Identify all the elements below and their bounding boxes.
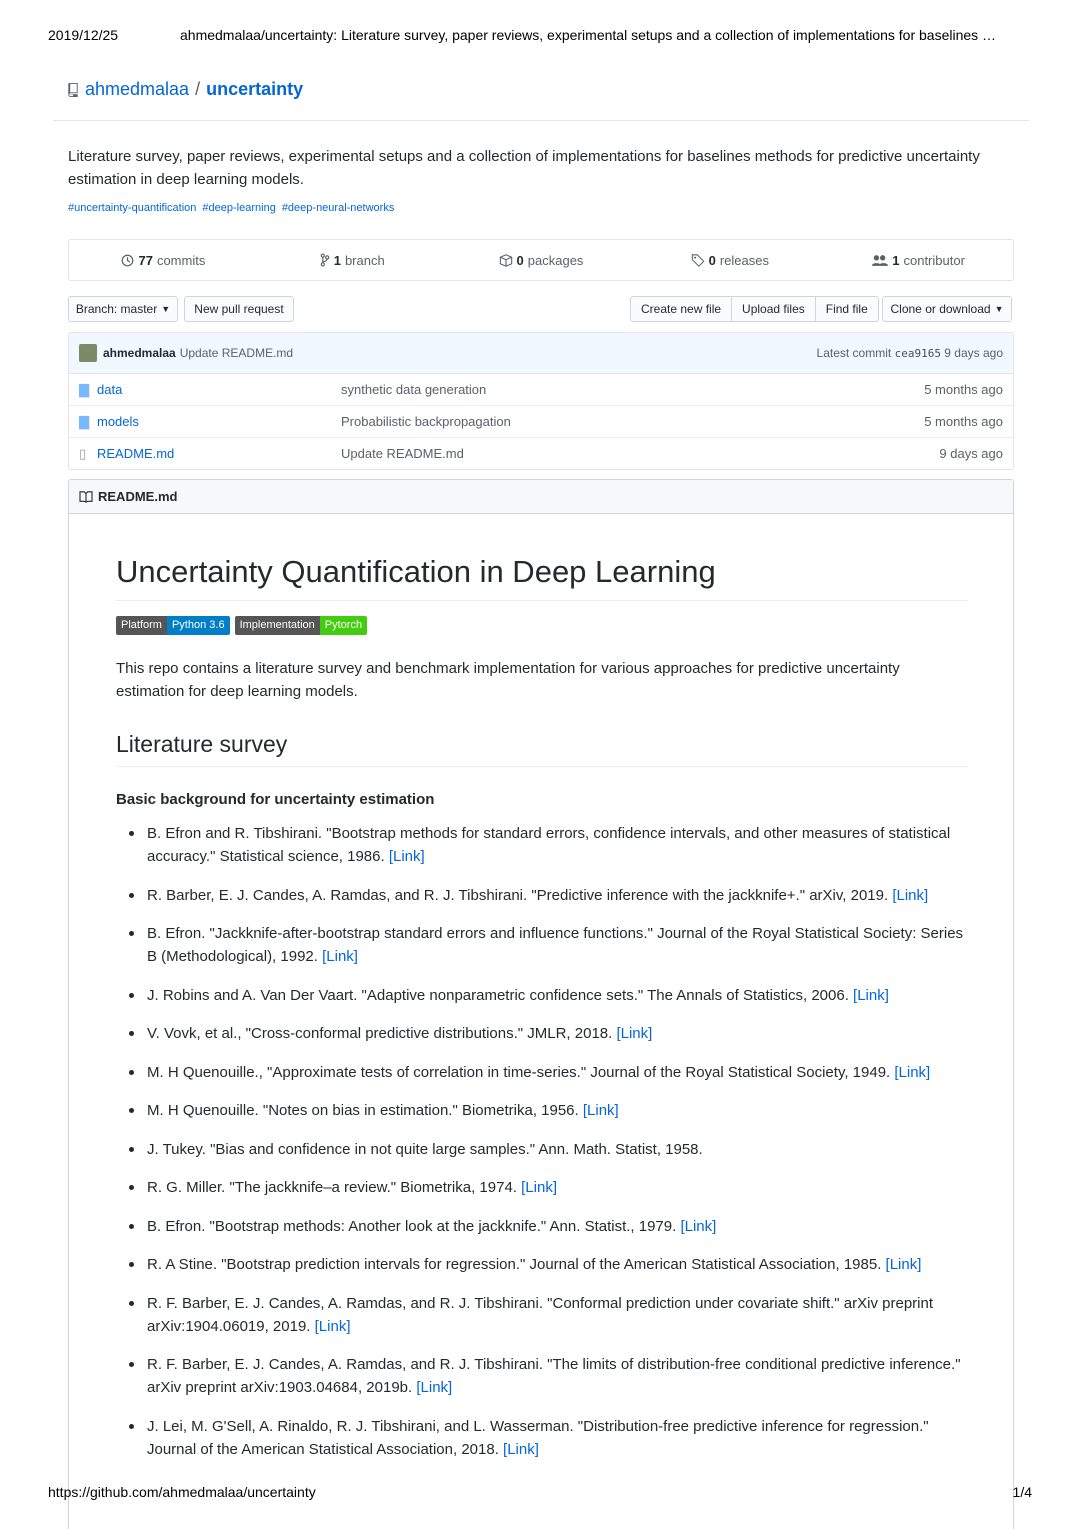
file-commit-message[interactable]: Update README.md [341, 446, 464, 461]
repo-owner-link[interactable]: ahmedmalaa [85, 79, 190, 99]
people-icon [872, 254, 888, 267]
commits-link[interactable] [69, 253, 258, 268]
branch-link[interactable] [258, 253, 447, 268]
reference-item [116, 1176, 968, 1199]
file-row [69, 438, 1013, 469]
commit-author[interactable]: ahmedmalaa [103, 346, 176, 360]
file-commit-message[interactable]: Probabilistic backpropagation [341, 414, 511, 429]
topic-tag[interactable]: #deep-neural-networks [281, 202, 395, 214]
create-new-file-button[interactable]: Create new file [631, 297, 732, 321]
reference-item [116, 1215, 968, 1238]
reference-text: B. Efron. "Bootstrap methods: Another look at the jackknife." Ann. Statist., 1979. [147, 1217, 677, 1235]
repo-description: Literature survey, paper reviews, experimental setups and a collection of implementations for baselines methods for predictive uncertainty estimation in deep learning models. [68, 148, 980, 188]
reference-link[interactable]: [Link] [680, 1217, 717, 1235]
reference-link[interactable]: [Link] [616, 1025, 653, 1042]
repo-name-link[interactable]: uncertainty [206, 79, 304, 99]
badge-key: Platform [116, 616, 167, 635]
reference-text: R. F. Barber, E. J. Candes, A. Ramdas, and R. J. Tibshirani. "The limits of distribution-free conditional predictive inference." arXiv preprint arXiv:1903.04684, 2019b. [147, 1356, 961, 1396]
latest-commit-bar [69, 333, 1013, 374]
subsection-heading: Basic background for uncertainty estimation [116, 791, 435, 808]
clone-download-button[interactable] [882, 296, 1012, 322]
package-icon [499, 254, 513, 267]
readme-title: Uncertainty Quantification in Deep Learning [116, 554, 968, 601]
reference-text: B. Efron and R. Tibshirani. "Bootstrap methods for standard errors, confidence intervals, and other measures of statistical accuracy." Statistical science, 1986. [147, 825, 951, 865]
reference-link[interactable]: [Link] [892, 886, 929, 904]
reference-link[interactable]: [Link] [322, 948, 358, 965]
latest-commit-info [817, 346, 1003, 360]
reference-link[interactable]: [Link] [388, 848, 425, 865]
numbers-summary [68, 239, 1014, 281]
packages-label: packages [527, 252, 584, 268]
reference-link[interactable]: [Link] [582, 1102, 619, 1119]
repo-header [67, 79, 303, 100]
reference-item [116, 1292, 968, 1338]
topic-list [68, 202, 394, 214]
reference-link[interactable]: [Link] [885, 1256, 922, 1273]
releases-link[interactable] [635, 253, 824, 268]
commit-message[interactable]: Update README.md [179, 346, 294, 360]
reference-text: B. Efron. "Jackknife-after-bootstrap standard errors and influence functions." Journal of the Royal Statistical Society: Series B (Methodological), 1992. [147, 925, 964, 965]
file-name-link[interactable]: models [97, 414, 139, 429]
reference-text: J. Lei, M. G'Sell, A. Rinaldo, R. J. Tibshirani, and L. Wasserman. "Distribution-free predictive inference for regression." Journal of the American Statistical Association, 2018. [147, 1417, 929, 1458]
tag-icon [691, 254, 705, 267]
reference-text: J. Robins and A. Van Der Vaart. "Adaptive nonparametric confidence sets." The Annals of Statistics, 2006. [147, 986, 849, 1004]
branch-icon [320, 253, 330, 267]
readme-panel [68, 479, 1014, 1529]
file-browser [68, 332, 1014, 470]
file-age: 5 months ago [924, 414, 1003, 429]
readme-header-label: README.md [98, 489, 178, 504]
repo-icon [67, 82, 79, 97]
reference-item [116, 884, 968, 907]
commit-age: 9 days ago [944, 346, 1003, 360]
readme-intro: This repo contains a literature survey and benchmark implementation for various approaches for predictive uncertainty estimation for deep learning models. [116, 660, 900, 700]
file-icon: ▯ [79, 445, 87, 461]
reference-text: R. A Stine. "Bootstrap prediction intervals for regression." Journal of the American Statistical Association, 1985. [147, 1256, 882, 1273]
print-url: https://github.com/ahmedmalaa/uncertainty [48, 1484, 316, 1500]
packages-link[interactable] [447, 253, 636, 268]
commits-label: commits [156, 252, 206, 268]
topic-tag[interactable]: #deep-learning [202, 202, 276, 214]
reference-text: R. F. Barber, E. J. Candes, A. Ramdas, and R. J. Tibshirani. "Conformal prediction under covariate shift." arXiv preprint arXiv:1904.06019, 2019. [147, 1294, 933, 1335]
print-title: ahmedmalaa/uncertainty: Literature survey, paper reviews, experimental setups and a collection of implementations for baselines … [180, 27, 997, 43]
header-divider [53, 120, 1029, 121]
releases-label: releases [719, 252, 769, 268]
reference-item [116, 1138, 968, 1161]
contributor-count: 1 [892, 252, 900, 268]
branch-count: 1 [333, 252, 341, 268]
reference-link[interactable]: [Link] [314, 1317, 351, 1335]
book-icon [79, 491, 93, 503]
reference-link[interactable]: [Link] [503, 1440, 539, 1458]
folder-icon: ▇ [79, 413, 89, 429]
history-icon [121, 254, 134, 267]
reference-link[interactable]: [Link] [894, 1063, 931, 1081]
badge-key: Implementation [235, 616, 320, 635]
file-row [69, 374, 1013, 406]
reference-item [116, 1415, 968, 1461]
reference-item [116, 1022, 968, 1045]
badge-row [116, 616, 968, 635]
packages-count: 0 [516, 252, 524, 268]
file-age: 5 months ago [924, 382, 1003, 397]
caret-down-icon: ▼ [994, 304, 1004, 314]
branch-select-button[interactable] [68, 296, 178, 322]
reference-link[interactable]: [Link] [521, 1179, 557, 1196]
reference-text: R. Barber, E. J. Candes, A. Ramdas, and R. J. Tibshirani. "Predictive inference with the jackknife+." arXiv, 2019. [147, 886, 889, 904]
reference-list [116, 822, 968, 1461]
reference-text: M. H Quenouille., "Approximate tests of correlation in time-series." Journal of the Royal Statistical Society, 1949. [147, 1063, 891, 1081]
contributor-label: contributor [903, 252, 965, 268]
avatar[interactable] [79, 344, 97, 362]
contributors-link[interactable] [824, 253, 1013, 268]
reference-item [116, 1253, 968, 1276]
branch-select-label: Branch: master [75, 302, 158, 316]
reference-item [116, 984, 968, 1007]
commits-count: 77 [138, 252, 153, 268]
caret-down-icon: ▼ [161, 304, 171, 314]
reference-item [116, 922, 968, 968]
upload-files-button[interactable]: Upload files [732, 297, 816, 321]
reference-item [116, 1061, 968, 1084]
reference-text: V. Vovk, et al., "Cross-conformal predictive distributions." JMLR, 2018. [147, 1025, 613, 1042]
find-file-button[interactable]: Find file [825, 302, 868, 316]
commit-sha[interactable]: cea9165 [894, 347, 941, 360]
latest-commit-label: Latest commit [816, 346, 892, 360]
topic-tag[interactable]: #uncertainty-quantification [68, 202, 197, 214]
section-heading: Literature survey [116, 731, 968, 767]
badge-value: Python 3.6 [167, 616, 230, 635]
file-row [69, 406, 1013, 438]
readme-body [116, 514, 968, 1476]
releases-count: 0 [708, 252, 716, 268]
reference-item [116, 1099, 968, 1122]
readme-header [69, 480, 1013, 514]
repo-separator: / [195, 79, 201, 99]
new-pull-request-button[interactable]: New pull request [184, 296, 294, 322]
print-page-number: 1/4 [1012, 1484, 1032, 1500]
file-actions-group [630, 296, 879, 322]
reference-text: J. Tukey. "Bias and confidence in not quite large samples." Ann. Math. Statist, 1958. [147, 1140, 703, 1158]
file-name-link[interactable]: README.md [97, 446, 175, 461]
reference-item [116, 1353, 968, 1399]
reference-item [116, 822, 968, 868]
reference-text: R. G. Miller. "The jackknife–a review." Biometrika, 1974. [147, 1179, 517, 1196]
folder-icon: ▇ [79, 381, 89, 397]
branch-label: branch [344, 252, 385, 268]
print-date: 2019/12/25 [48, 27, 119, 43]
file-age: 9 days ago [939, 446, 1003, 461]
platform-badge [116, 616, 230, 635]
file-name-link[interactable]: data [97, 382, 123, 397]
clone-download-label: Clone or download [890, 302, 991, 316]
reference-link[interactable]: [Link] [853, 986, 889, 1004]
file-commit-message[interactable]: synthetic data generation [341, 382, 487, 397]
reference-link[interactable]: [Link] [416, 1379, 453, 1396]
badge-value: Pytorch [320, 616, 367, 635]
implementation-badge [235, 616, 368, 635]
reference-text: M. H Quenouille. "Notes on bias in estimation." Biometrika, 1956. [147, 1102, 579, 1119]
